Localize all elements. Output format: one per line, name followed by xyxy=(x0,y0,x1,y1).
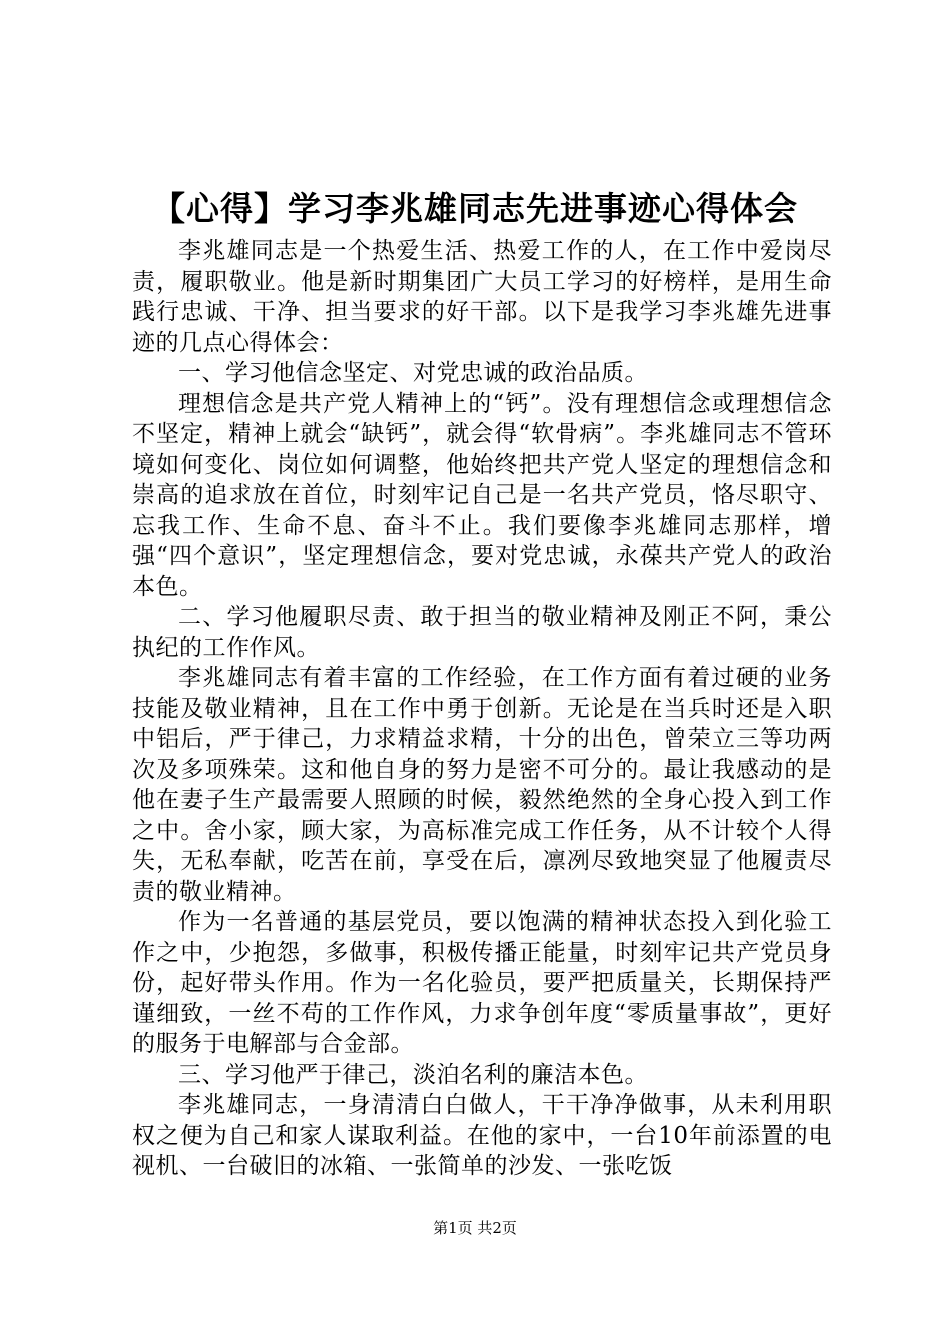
section-heading-1: 一、学习他信念坚定、对党忠诚的政治品质。 xyxy=(178,360,648,386)
paragraph-dedication: 李兆雄同志有着丰富的工作经验，在工作方面有着过硬的业务技能及敬业精神，且在工作中勇于创新。无论是在当兵时还是入职中铝后，严于律己，力求精益求精，十分的出色，曾荣立三等功两次及多项殊荣。这和他自身的努力是密不可分的。最让我感动的是他在妻子生产最需要人照顾的时候，毅然绝然的全身心投入到工作之中。舍小家，顾大家，为高标准完成工作任务，从不计较个人得失，无私奉献，吃苦在前，享受在后，凛冽尽致地突显了他履责尽责的敬业精神。 xyxy=(132,665,832,905)
document-body xyxy=(132,236,832,1182)
paragraph-ideals: 理想信念是共产党人精神上的“钙”。没有理想信念或理想信念不坚定，精神上就会“缺钙”，就会得“软骨病”。李兆雄同志不管环境如何变化、岗位如何调整，他始终把共产党人坚定的理想信念和崇高的追求放在首位，时刻牢记自己是一名共产党员，恪尽职守、忘我工作、生命不息、奋斗不止。我们要像李兆雄同志那样，增强“四个意识”，坚定理想信念，要对党忠诚，永葆共产党人的政治本色。 xyxy=(132,390,832,600)
paragraph-intro: 李兆雄同志是一个热爱生活、热爱工作的人，在工作中爱岗尽责，履职敬业。他是新时期集团广大员工学习的好榜样，是用生命践行忠诚、干净、担当要求的好干部。以下是我学习李兆雄先进事迹的几点心得体会： xyxy=(132,238,832,356)
paragraph-grassroots: 作为一名普通的基层党员，要以饱满的精神状态投入到化验工作之中，少抱怨，多做事，积极传播正能量，时刻牢记共产党员身份，起好带头作用。作为一名化验员，要严把质量关，长期保持严谨细致，一丝不苟的工作作风，力求争创年度“零质量事故”，更好的服务于电解部与合金部。 xyxy=(132,909,832,1057)
page-footer: 第1页 共2页 xyxy=(433,1219,517,1237)
document-title: 【心得】学习李兆雄同志先进事迹心得体会 xyxy=(152,189,798,228)
paragraph-integrity: 李兆雄同志，一身清清白白做人，干干净净做事，从未利用职权之便为自己和家人谋取利益。在他的家中，一台10年前添置的电视机、一台破旧的冰箱、一张简单的沙发、一张吃饭 xyxy=(132,1092,832,1179)
section-heading-3: 三、学习他严于律己，淡泊名利的廉洁本色。 xyxy=(178,1061,648,1088)
section-heading-2: 二、学习他履职尽责、敢于担当的敬业精神及刚正不阿，秉公执纪的工作作风。 xyxy=(132,604,832,661)
